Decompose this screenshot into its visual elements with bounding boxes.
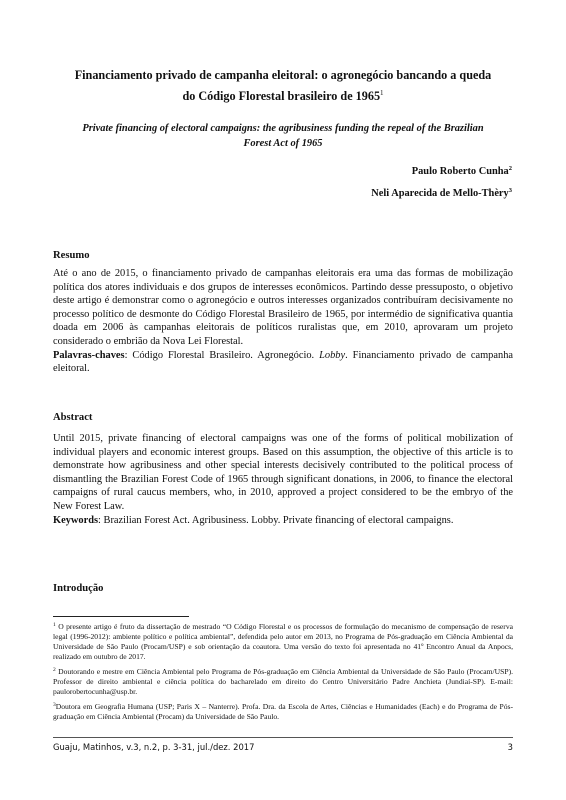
title-footnote-ref: 1	[380, 89, 384, 97]
article-subtitle-english	[54, 121, 512, 151]
resumo-keywords	[53, 349, 513, 376]
resumo-section	[53, 267, 513, 376]
author-1	[412, 165, 512, 177]
resumo-keywords-part-1: : Código Florestal Brasileiro. Agronegócio.	[124, 349, 320, 361]
footnote-2-marker: 2	[53, 667, 56, 673]
subtitle-line-2: Forest Act of 1965	[243, 138, 323, 149]
author-2-footnote-ref: 3	[508, 187, 512, 194]
subtitle-line-1: Private financing of electoral campaigns: the agribusiness funding the repeal of the Brazilian	[82, 123, 484, 134]
article-title	[60, 66, 506, 105]
footnote-separator	[53, 616, 189, 617]
resumo-keywords-label: Palavras-chaves	[53, 349, 125, 361]
footnote-3	[53, 700, 513, 722]
footnote-1-marker: 1	[53, 622, 56, 628]
abstract-text: Until 2015, private financing of electoral campaigns was one of the forms of political mobilization of individual players and economic interest groups. Based on this assumption, the objective of this article is to demonstrate how agribusiness and other special interests decisively contributed to the political process of dismantling the Brazilian Forest Code of 1965 through significant donations, in 2006, to finance the electoral campaigns of rural caucus members, who, in 2010, approved a project considered to be the embryo of the New Forest Law.	[53, 433, 513, 512]
author-1-name: Paulo Roberto Cunha	[411, 166, 509, 177]
footnote-3-text: Doutora em Geografia Humana (USP; Paris X – Nanterre). Profa. Dra. da Escola de Artes, Ciências e Humanidades (Each) e do Programa de Pós-graduação em Ciência Ambiental (Procam) da Universidade de São Paulo.	[53, 702, 513, 721]
title-line-1: Financiamento privado de campanha eleitoral: o agronegócio bancando a queda	[74, 68, 492, 82]
journal-citation: Guaju, Matinhos, v.3, n.2, p. 3-31, jul./dez. 2017	[53, 742, 255, 752]
author-2-name: Neli Aparecida de Mello-Thèry	[371, 188, 509, 199]
page-number: 3	[507, 742, 513, 752]
abstract-keywords-text: : Brazilian Forest Act. Agribusiness. Lobby. Private financing of electoral campaigns.	[98, 514, 454, 526]
footnotes	[53, 620, 513, 725]
introducao-heading: Introdução	[53, 583, 104, 594]
resumo-heading: Resumo	[53, 250, 90, 261]
title-line-2: do Código Florestal brasileiro de 1965	[182, 89, 381, 103]
abstract-keywords	[53, 514, 513, 528]
abstract-section	[53, 432, 513, 527]
abstract-keywords-label: Keywords	[53, 514, 99, 526]
author-2	[371, 187, 512, 199]
resumo-keywords-lobby: Lobby	[319, 349, 346, 361]
footnote-2-text: Doutorando e mestre em Ciência Ambiental pelo Programa de Pós-graduação em Ciência Ambiental da Universidade de São Paulo (Procam/USP). Professor de direito ambiental e ciência política do bacharelado em direito do Centro Universitário Padre Anchieta (Jundiaí-SP). E-mail: paulorobertocunha@usp.br.	[53, 667, 513, 696]
resumo-keywords-part-2: . Financiamento privado de campanha eleitoral.	[53, 349, 513, 375]
footnote-1	[53, 620, 513, 662]
author-1-footnote-ref: 2	[508, 165, 512, 172]
footnote-3-marker: 3	[53, 702, 56, 708]
abstract-heading: Abstract	[53, 412, 93, 423]
footer-rule	[53, 737, 513, 738]
resumo-text: Até o ano de 2015, o financiamento privado de campanhas eleitorais era uma das formas de mobilização política dos atores individuais e dos grupos de interesses econômicos. Partindo desse pressuposto, o objetivo deste artigo é demonstrar como o agronegócio e outros interesses organizados contribuíram decisivamente no processo político de desmonte do Código Florestal Brasileiro de 1965, por intermédio de significativa quantia doada em 2006 às campanhas eleitorais de políticos ruralistas que, em 2010, aprovaram um projeto considerado o embrião da Nova Lei Florestal.	[53, 268, 513, 347]
footnote-2	[53, 665, 513, 697]
footnote-1-text: O presente artigo é fruto da dissertação de mestrado “O Código Florestal e os processos de formulação do mecanismo de compensação de reserva legal (1996-2012): ambiente político e política ambiental”, defendida pelo autor em 2013, no Programa de Pós-graduação em Ciência Ambiental da Universidade de São Paulo (Procam/USP) e sob orientação da coautora. Uma versão do texto foi apresentada no 41º Encontro Anual da Anpocs, realizado em outubro de 2017.	[53, 622, 513, 661]
